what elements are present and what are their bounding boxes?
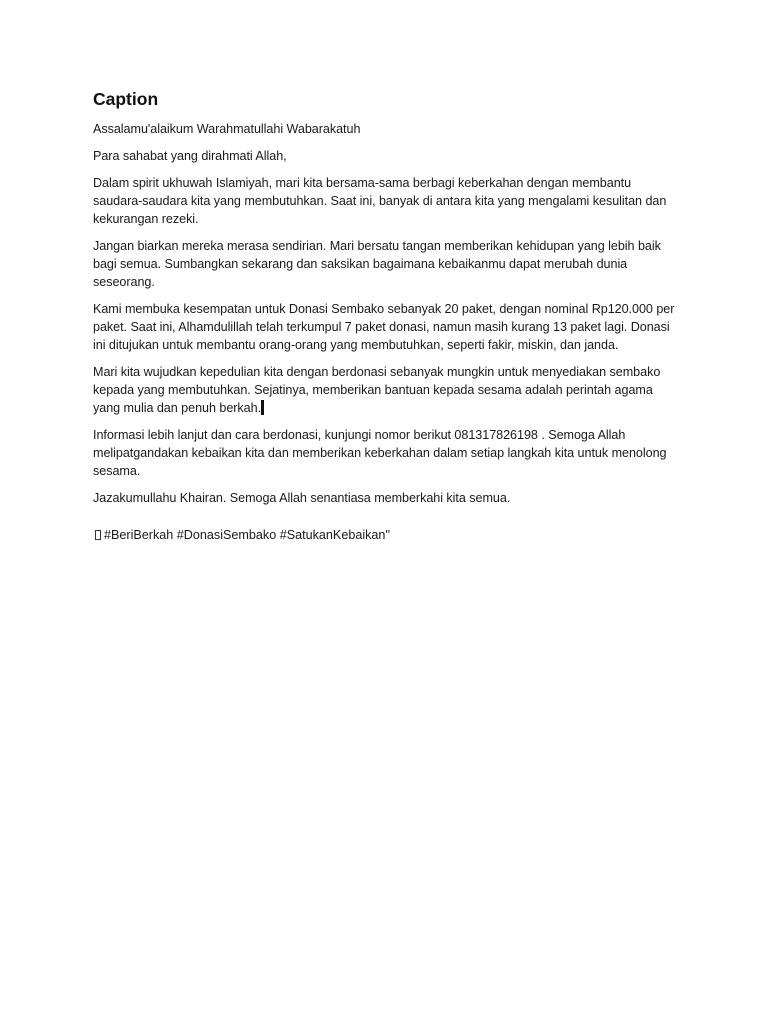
document-title: Caption xyxy=(93,89,159,109)
body-paragraph-call-to-action[interactable] xyxy=(93,363,676,417)
text-cursor xyxy=(261,400,264,415)
closing-paragraph: Jazakumullahu Khairan. Semoga Allah senantiasa memberkahi kita semua. xyxy=(93,491,511,505)
body-paragraph-contact-info: Informasi lebih lanjut dan cara berdonasi, kunjungi nomor berikut 081317826198 . Semoga Allah melipatgandakan kebaikan kita dan memberikan keberkahan dalam setiap langkah kita untuk menolong sesama. xyxy=(93,428,667,478)
greeting-paragraph: Assalamu'alaikum Warahmatullahi Wabarakatuh xyxy=(93,122,361,136)
missing-emoji-icon xyxy=(95,530,101,540)
body-paragraph-unity: Jangan biarkan mereka merasa sendirian. Mari bersatu tangan memberikan kehidupan yang lebih baik bagi semua. Sumbangkan sekarang dan saksikan bagaimana kebaikanmu dapat merubah dunia seseorang. xyxy=(93,239,661,289)
hashtags-text: #BeriBerkah #DonasiSembako #SatukanKebaikan" xyxy=(104,528,390,542)
hashtags-line xyxy=(93,526,676,544)
call-to-action-text: Mari kita wujudkan kepedulian kita dengan berdonasi sebanyak mungkin untuk menyediakan sembako kepada yang membutuhkan. Sejatinya, memberikan bantuan kepada sesama adalah perintah agama yang mulia dan penuh berkah. xyxy=(93,365,661,415)
body-paragraph-donation-details: Kami membuka kesempatan untuk Donasi Sembako sebanyak 20 paket, dengan nominal Rp120.000 per paket. Saat ini, Alhamdulillah telah terkumpul 7 paket donasi, namun masih kurang 13 paket lagi. Donasi ini ditujukan untuk membantu orang-orang yang membutuhkan, seperti fakir, miskin, dan janda. xyxy=(93,302,675,352)
salutation-paragraph: Para sahabat yang dirahmati Allah, xyxy=(93,149,287,163)
body-paragraph-ukhuwah: Dalam spirit ukhuwah Islamiyah, mari kita bersama-sama berbagi keberkahan dengan membantu saudara-saudara kita yang membutuhkan. Saat ini, banyak di antara kita yang mengalami kesulitan dan kekurangan rezeki. xyxy=(93,176,667,226)
